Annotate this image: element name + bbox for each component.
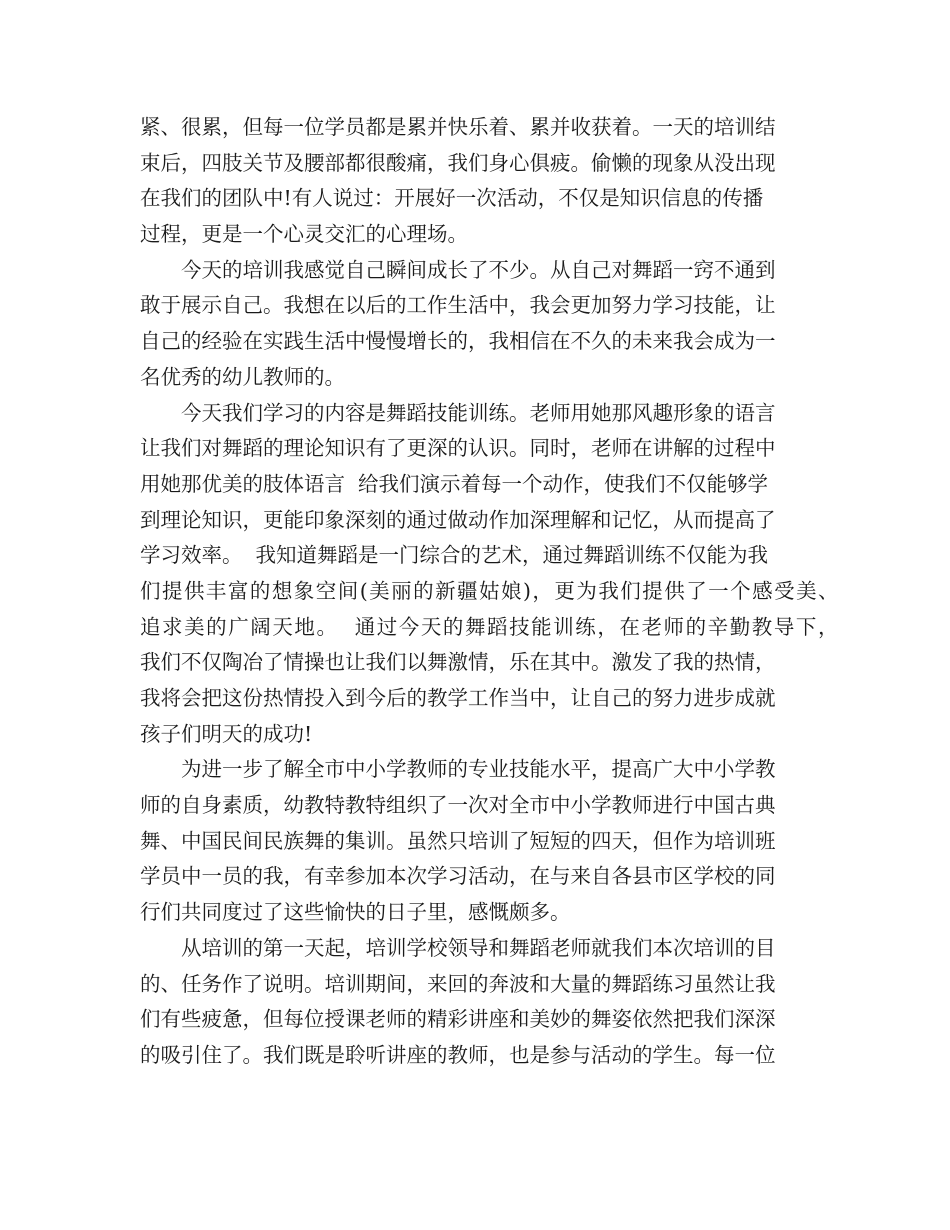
text-line: 从培训的第一天起，培训学校领导和舞蹈老师就我们本次培训的目 — [181, 935, 776, 960]
text-line: 们有些疲惫，但每位授课老师的精彩讲座和美妙的舞姿依然把我们深深 — [140, 1007, 776, 1032]
text-line: 名优秀的幼儿教师的。 — [140, 364, 345, 389]
text-line: 的、任务作了说明。培训期间，来回的奔波和大量的舞蹈练习虽然让我 — [140, 971, 776, 996]
text-line: 学员中一员的我，有幸参加本次学习活动，在与来自各县市区学校的同 — [140, 864, 776, 889]
text-line: 自己的经验在实践生活中慢慢增长的，我相信在不久的未来我会成为一 — [140, 329, 776, 354]
text-line: 师的自身素质，幼教特教特组织了一次对全市中小学教师进行中国古典 — [140, 793, 776, 818]
text-line: 让我们对舞蹈的理论知识有了更深的认识。同时，老师在讲解的过程中 — [140, 436, 776, 461]
text-line: 在我们的团队中!有人说过：开展好一次活动，不仅是知识信息的传播 — [140, 186, 764, 211]
text-line: 的吸引住了。我们既是聆听讲座的教师，也是参与活动的学生。每一位 — [140, 1042, 776, 1067]
text-line: 敢于展示自己。我想在以后的工作生活中，我会更加努力学习技能，让 — [140, 293, 776, 318]
text-line: 今天我们学习的内容是舞蹈技能训练。老师用她那风趣形象的语言 — [181, 400, 776, 425]
text-line: 们提供丰富的想象空间(美丽的新疆姑娘)，更为我们提供了一个感受美、 — [140, 578, 841, 603]
text-line: 到理论知识，更能印象深刻的通过做动作加深理解和记忆，从而提高了 — [140, 507, 776, 532]
text-line: 追求美的广阔天地。 通过今天的舞蹈技能训练，在老师的辛勤教导下， — [140, 614, 841, 639]
document-body — [140, 110, 840, 1074]
text-line: 束后，四肢关节及腰部都很酸痛，我们身心俱疲。偷懒的现象从没出现 — [140, 150, 776, 175]
text-line: 我将会把这份热情投入到今后的教学工作当中，让自己的努力进步成就 — [140, 686, 776, 710]
text-line: 舞、中国民间民族舞的集训。虽然只培训了短短的四天，但作为培训班 — [140, 828, 776, 853]
text-line: 今天的培训我感觉自己瞬间成长了不少。从自己对舞蹈一窍不通到 — [181, 257, 776, 282]
text-line: 紧、很累，但每一位学员都是累并快乐着、累并收获着。一天的培训结 — [140, 115, 776, 139]
text-line: 孩子们明天的成功! — [140, 721, 313, 746]
text-line: 学习效率。 我知道舞蹈是一门综合的艺术，通过舞蹈训练不仅能为我 — [140, 543, 769, 568]
text-line: 过程，更是一个心灵交汇的心理场。 — [140, 222, 468, 247]
text-line: 为进一步了解全市中小学教师的专业技能水平，提高广大中小学教 — [181, 757, 776, 782]
text-line: 我们不仅陶冶了情操也让我们以舞激情，乐在其中。激发了我的热情， — [140, 650, 776, 675]
text-line: 行们共同度过了这些愉快的日子里，感慨颇多。 — [140, 900, 571, 925]
text-line: 用她那优美的肢体语言 给我们演示着每一个动作，使我们不仅能够学 — [140, 471, 769, 496]
